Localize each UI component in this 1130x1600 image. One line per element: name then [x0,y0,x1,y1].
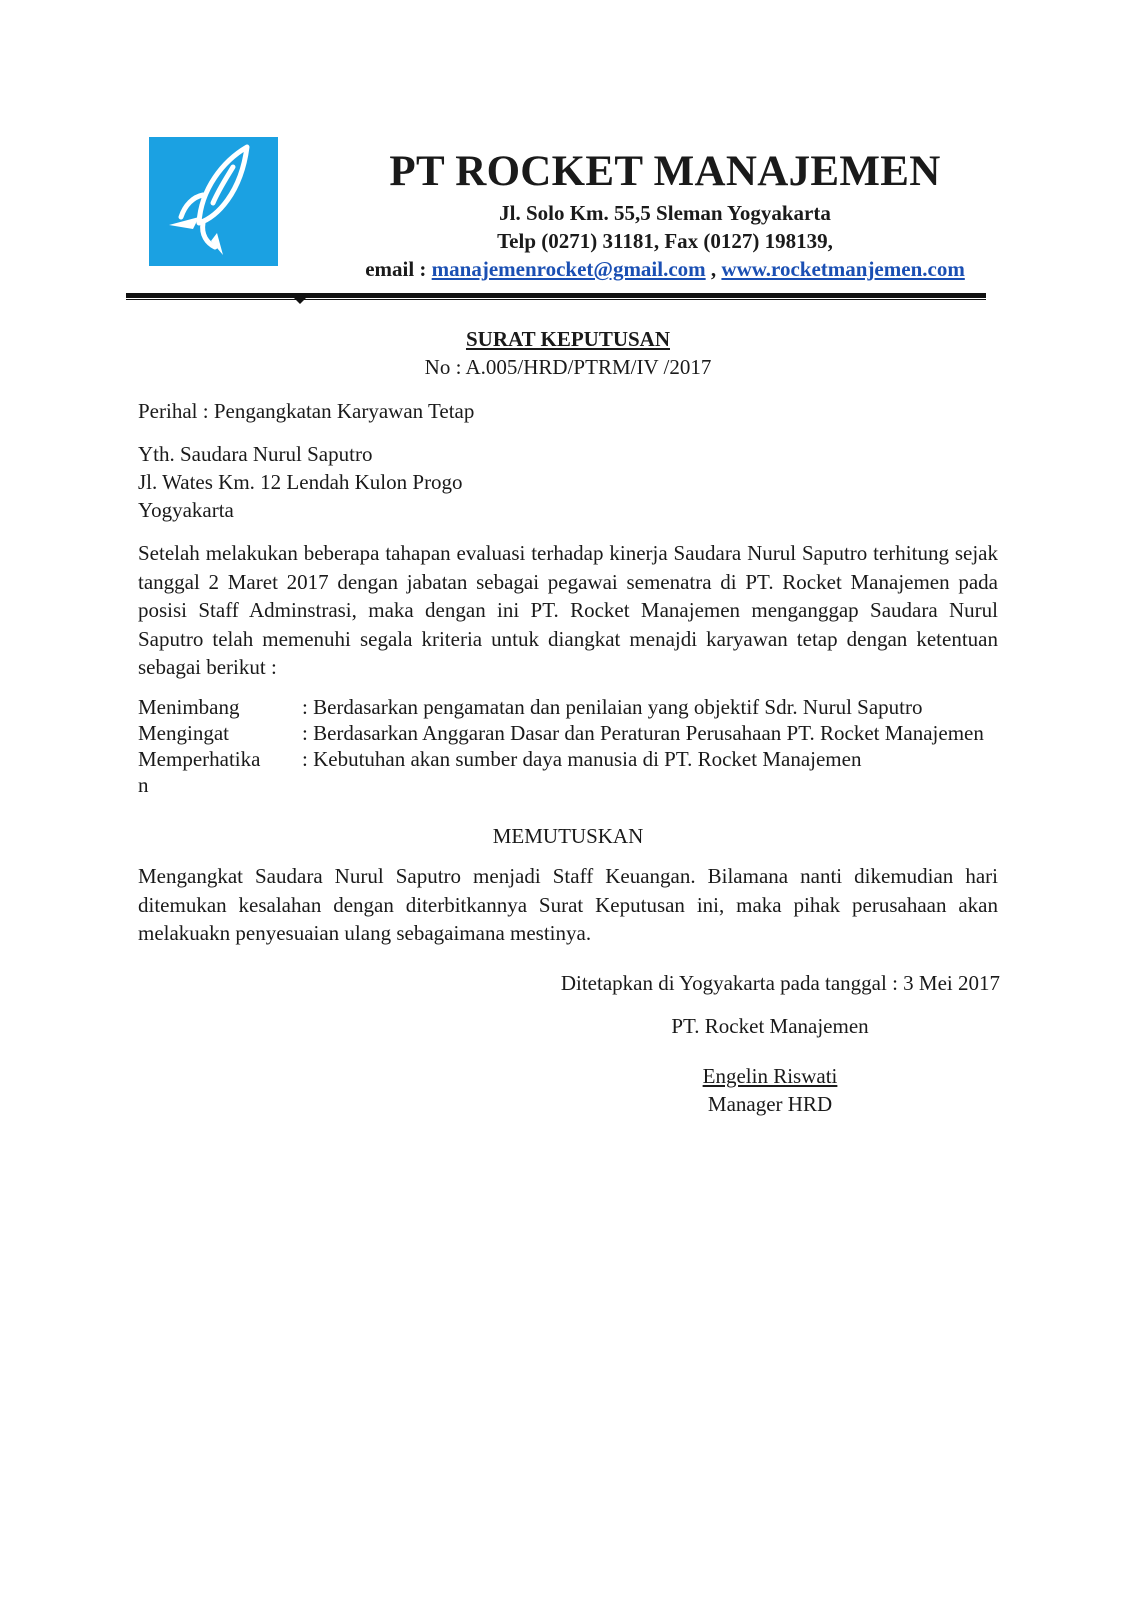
document-title: SURAT KEPUTUSAN [465,327,670,351]
signature-company: PT. Rocket Manajemen [671,1014,869,1038]
recipient-name: Yth. Saudara Nurul Saputro [138,442,373,466]
recipient-address: Jl. Wates Km. 12 Lendah Kulon Progo [138,470,463,494]
company-phone: Telp (0271) 31181, Fax (0127) 198139, [497,229,833,253]
email-link[interactable]: manajemenrocket@gmail.com [431,257,706,281]
label-wrap-char: n [138,773,149,797]
consideration-text: : Berdasarkan pengamatan dan penilaian yang objektif Sdr. Nurul Saputro [302,695,923,719]
company-name: PT ROCKET MANAJEMEN [389,148,941,195]
company-contact [300,255,1030,283]
divider-notch [293,297,307,304]
company-address: Jl. Solo Km. 55,5 Sleman Yogyakarta [499,201,831,225]
consideration-text: : Kebutuhan akan sumber daya manusia di PT. Rocket Manajemen [302,747,862,771]
decision-heading: MEMUTUSKAN [492,824,644,848]
consideration-label: Menimbang [138,695,240,719]
subject-line: Perihal : Pengangkatan Karyawan Tetap [138,399,475,423]
consideration-label: Mengingat [138,721,229,745]
document-number: No : A.005/HRD/PTRM/IV /2017 [424,355,712,379]
email-label: email : [365,257,427,281]
company-logo [149,137,278,266]
decision-paragraph: Mengangkat Saudara Nurul Saputro menjadi Staff Keuangan. Bilamana nanti dikemudian hari ditemukan kesalahan dengan diterbitkannya Surat Keputusan ini, maka pihak perusahaan akan melakuakn penyesuaian ulang sebagaimana mestinya. [138,864,998,945]
intro-paragraph: Setelah melakukan beberapa tahapan evaluasi terhadap kinerja Saudara Nurul Saputro terhitung sejak tanggal 2 Maret 2017 dengan jabatan sebagai pegawai semenatra di PT. Rocket Manajemen pada posisi Staff Adminstrasi, maka dengan ini PT. Rocket Manajemen menganggap Saudara Nurul Saputro telah memenuhi segala kriteria untuk diangkat menajdi karyawan tetap dengan ketentuan sebagai berikut : [138,541,998,679]
recipient-city: Yogyakarta [138,498,234,522]
header-divider-thin [126,299,986,300]
rocket-icon [149,137,278,266]
header-divider [126,293,986,298]
place-date: Ditetapkan di Yogyakarta pada tanggal : 3 Mei 2017 [560,971,1000,995]
consideration-row [138,694,923,720]
website-link[interactable]: www.rocketmanjemen.com [721,257,965,281]
signatory-name: Engelin Riswati [702,1064,838,1088]
consideration-text: : Berdasarkan Anggaran Dasar dan Peraturan Perusahaan PT. Rocket Manajemen [302,721,984,745]
signatory-position: Manager HRD [707,1092,833,1116]
consideration-row [138,746,861,772]
consideration-row [138,720,984,746]
consideration-label: Memperhatika [138,747,261,771]
contact-separator: , [710,257,717,281]
